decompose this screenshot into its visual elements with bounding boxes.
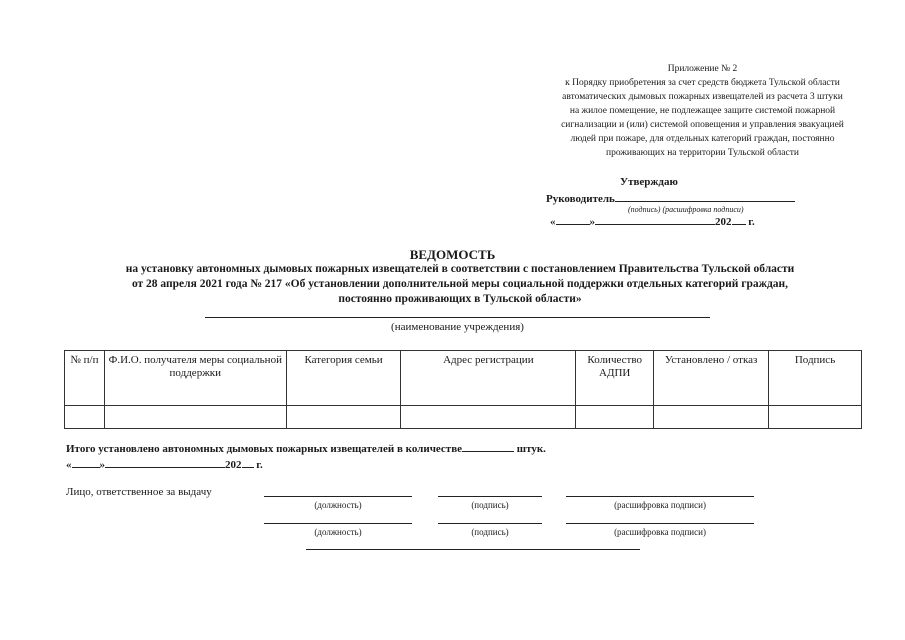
position-line — [264, 523, 412, 524]
total-quantity-blank — [462, 441, 514, 452]
col-signature-header: Подпись — [769, 351, 862, 406]
year-suffix: г. — [253, 459, 263, 471]
signature-line — [438, 523, 542, 524]
total-unit: штук. — [516, 443, 546, 455]
col-quantity-header: Количество АДПИ — [576, 351, 654, 406]
signature-line — [438, 496, 542, 497]
table-cell — [65, 406, 105, 429]
date-open-quote: « — [550, 216, 556, 228]
appendix-line: сигнализации и (или) системой оповещения и управления эвакуацией — [561, 120, 844, 130]
year-suffix: г. — [745, 216, 755, 228]
date-close-quote: » — [589, 216, 595, 228]
approval-date — [550, 214, 755, 228]
appendix-line: к Порядку приобретения за счет средств бюджета Тульской области — [565, 78, 840, 88]
table-cell — [401, 406, 576, 429]
institution-name-line — [205, 317, 710, 318]
col-address-header: Адрес регистрации — [401, 351, 576, 406]
col-number-header: № п/п — [65, 351, 105, 406]
position-caption: (должность) — [314, 500, 362, 510]
signature-caption: (подпись) — [471, 500, 509, 510]
bottom-line — [306, 549, 640, 550]
appendix-line: Приложение № 2 — [667, 64, 738, 74]
table-row — [65, 406, 862, 429]
approval-head-line — [546, 191, 795, 205]
document-title: ВЕДОМОСТЬ — [409, 247, 496, 262]
full-name-line — [566, 523, 754, 524]
table-cell — [654, 406, 769, 429]
subtitle-line: постоянно проживающих в Тульской области» — [338, 293, 582, 305]
total-text: Итого установлено автономных дымовых пожарных извещателей в количестве — [66, 443, 463, 455]
full-name-caption: (расшифровка подписи) — [614, 500, 706, 510]
institution-caption: (наименование учреждения) — [391, 321, 524, 333]
day-blank — [72, 457, 100, 468]
appendix-line: автоматических дымовых пожарных извещателей из расчета 3 штуки — [562, 92, 843, 102]
col-installed-header: Установлено / отказ — [654, 351, 769, 406]
total-date — [66, 457, 263, 471]
head-signature-line — [615, 191, 795, 202]
year-prefix: 202 — [225, 459, 242, 471]
year-prefix: 202 — [715, 216, 732, 228]
table-cell — [286, 406, 401, 429]
table-cell — [769, 406, 862, 429]
year-blank — [242, 457, 254, 468]
full-name-caption: (расшифровка подписи) — [614, 527, 706, 537]
register-table — [64, 350, 862, 429]
month-blank — [595, 214, 715, 225]
total-line — [66, 441, 546, 455]
day-blank — [556, 214, 590, 225]
appendix-note — [510, 62, 895, 160]
date-open-quote: « — [66, 459, 72, 471]
subtitle-line: на установку автономных дымовых пожарных извещателей в соответствии с постановлением Правительства Тульской области — [125, 263, 795, 275]
subtitle-line: от 28 апреля 2021 года № 217 «Об установлении дополнительной меры социальной поддержки отдельных категорий граждан, — [131, 278, 789, 290]
appendix-line: людей при пожаре, для отдельных категорий граждан, постоянно — [570, 134, 835, 144]
position-line — [264, 496, 412, 497]
table-cell — [576, 406, 654, 429]
col-name-header: Ф.И.О. получателя меры социальной поддержки — [104, 351, 286, 406]
head-label: Руководитель — [546, 193, 615, 205]
full-name-line — [566, 496, 754, 497]
approval-signature-caption: (подпись) (расшифровка подписи) — [628, 205, 744, 214]
col-family-category-header: Категория семьи — [286, 351, 401, 406]
signature-caption: (подпись) — [471, 527, 509, 537]
month-blank — [105, 457, 225, 468]
year-blank — [732, 214, 746, 225]
appendix-line: проживающих на территории Тульской области — [606, 148, 799, 158]
responsible-label: Лицо, ответственное за выдачу — [66, 486, 212, 498]
approval-title: Утверждаю — [620, 176, 678, 188]
table-header-row — [65, 351, 862, 406]
document-subtitle — [40, 262, 880, 307]
table-cell — [104, 406, 286, 429]
position-caption: (должность) — [314, 527, 362, 537]
date-close-quote: » — [99, 459, 105, 471]
appendix-line: на жилое помещение, не подлежащее защите системой пожарной — [569, 106, 836, 116]
